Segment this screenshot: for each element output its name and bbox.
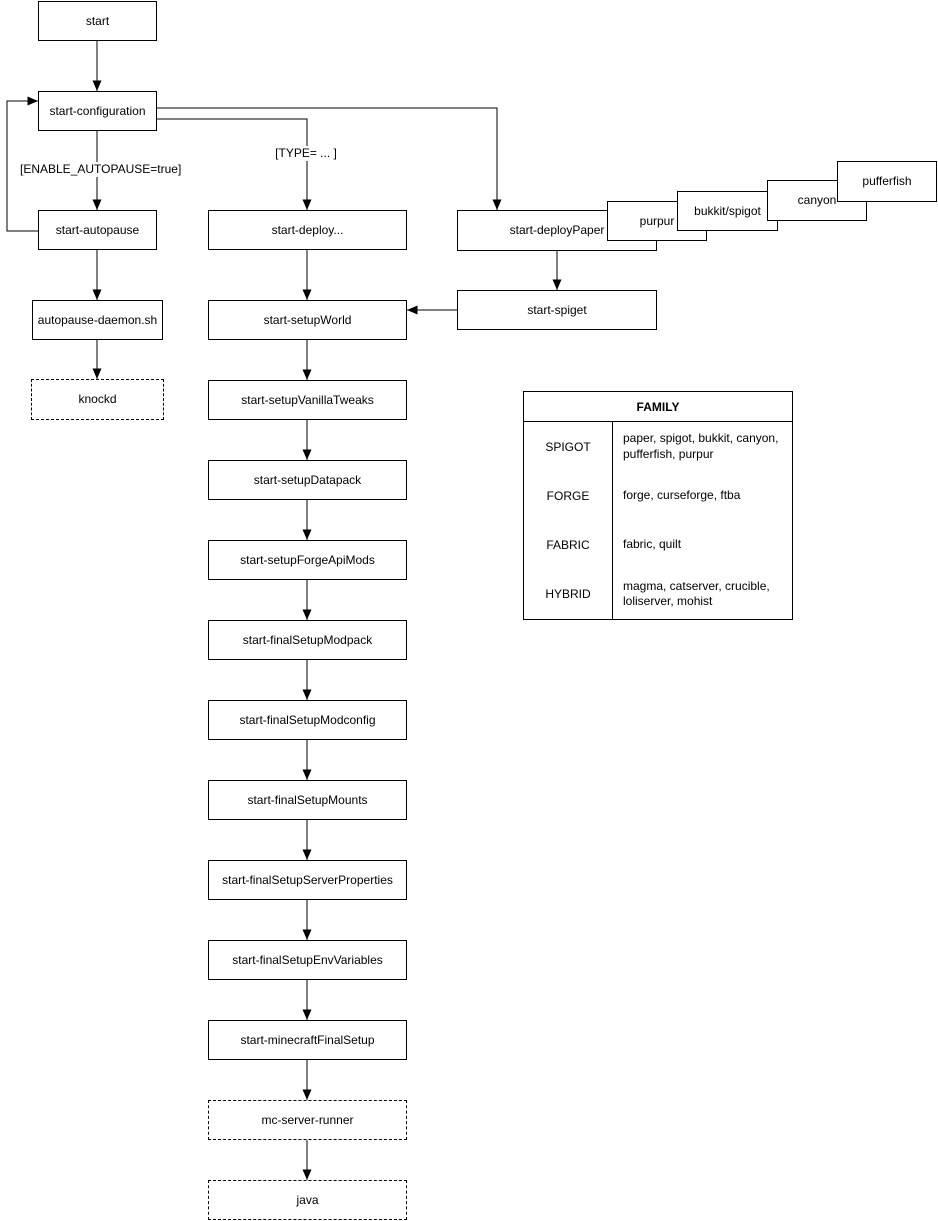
node-start: start [38,1,157,41]
node-start-setupforgeapimods: start-setupForgeApiMods [208,540,407,580]
family-name: FABRIC [524,521,613,570]
family-members: paper, spigot, bukkit, canyon, pufferfish, purpur [623,431,779,461]
edge-label-enable-autopause: [ENABLE_AUTOPAUSE=true] [20,162,182,176]
node-start-deploypaper: start-deployPaper [457,210,657,251]
family-name: HYBRID [524,570,613,619]
node-pufferfish: pufferfish [837,161,937,202]
node-start-setupvanillatweaks: start-setupVanillaTweaks [208,380,407,420]
family-table-body [524,422,792,619]
family-name: SPIGOT [524,422,613,471]
node-start-setupdatapack: start-setupDatapack [208,460,407,500]
family-table-title: FAMILY [524,392,792,422]
node-start-spiget: start-spiget [457,290,657,330]
node-java: java [208,1180,407,1220]
node-start-finalsetupmodpack: start-finalSetupModpack [208,620,407,660]
node-start-minecraftfinalsetup: start-minecraftFinalSetup [208,1020,407,1060]
family-table [523,391,793,620]
family-table-row-fabric [524,521,792,570]
family-table-row-forge [524,471,792,520]
node-start-autopause: start-autopause [38,210,157,250]
family-members: forge, curseforge, ftba [623,488,741,503]
node-autopause-daemon: autopause-daemon.sh [32,300,163,340]
edge-label-type: [TYPE= ... ] [275,146,337,160]
node-purpur: purpur [607,201,707,241]
family-members: magma, catserver, crucible, loliserver, mohist [623,578,770,609]
family-members: fabric, quilt [623,537,682,552]
node-start-setupworld: start-setupWorld [208,300,407,340]
node-start-finalsetupserverproperties: start-finalSetupServerProperties [208,860,407,900]
node-canyon: canyon [767,180,867,221]
node-start-finalsetupmodconfig: start-finalSetupModconfig [208,700,407,740]
node-knockd: knockd [31,379,164,420]
family-name: FORGE [524,471,613,520]
node-mc-server-runner: mc-server-runner [208,1100,407,1140]
node-start-finalsetupmounts: start-finalSetupMounts [208,780,407,820]
node-start-deploy: start-deploy... [208,210,407,250]
node-bukkit-spigot: bukkit/spigot [677,191,778,231]
node-start-configuration: start-configuration [38,91,157,131]
family-table-row-hybrid [524,570,792,619]
family-table-row-spigot [524,422,792,471]
node-start-finalsetupenvvariables: start-finalSetupEnvVariables [208,940,407,980]
